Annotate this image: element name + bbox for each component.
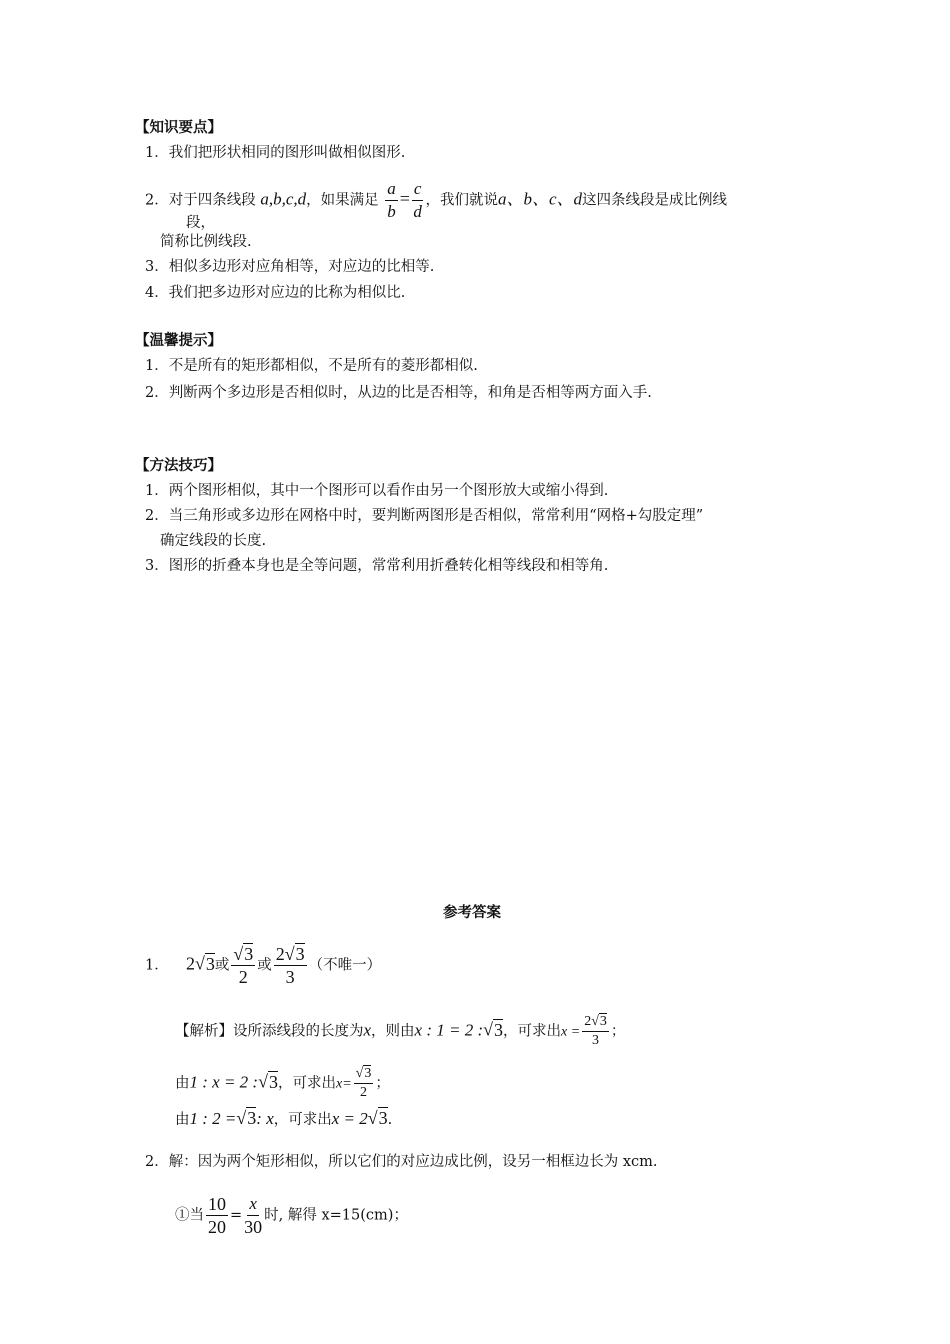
equation: 1 : x = 2 : bbox=[189, 1072, 259, 1092]
fraction: $\frac{√3}{2}$ bbox=[233, 944, 254, 987]
equals: = bbox=[399, 188, 410, 209]
text: ，可求出 bbox=[503, 1023, 562, 1040]
radicand: 3 bbox=[244, 944, 254, 964]
text: ，如果满足 bbox=[306, 192, 379, 209]
coef: 2 bbox=[275, 944, 285, 964]
fraction-c-d bbox=[412, 178, 424, 223]
text: ，我们就说 bbox=[425, 192, 498, 209]
methods-item-3: 3．图形的折叠本身也是全等问题，常常利用折叠转化相等线段和相等角. bbox=[145, 558, 609, 574]
fraction bbox=[206, 1193, 228, 1238]
coef: 2 bbox=[185, 953, 195, 974]
radicand: 3 bbox=[247, 1108, 257, 1128]
knowledge-item-1: 1．我们把形状相同的图形叫做相似图形. bbox=[145, 145, 406, 161]
text: ，可求出 bbox=[277, 1075, 336, 1092]
radicand: 3 bbox=[378, 1108, 388, 1128]
text: 时, 解得 x=15(cm)； bbox=[264, 1207, 408, 1224]
radicand: 3 bbox=[295, 944, 305, 964]
text: ，可求出 bbox=[273, 1112, 332, 1128]
fraction-a-b bbox=[385, 178, 398, 223]
equation: 1 : 2 = bbox=[189, 1109, 237, 1128]
var: x bbox=[363, 1020, 372, 1040]
fraction: $\frac{√3}{2}$ bbox=[355, 1066, 372, 1100]
text: 由 bbox=[175, 1112, 190, 1128]
knowledge-heading: 【知识要点】 bbox=[135, 120, 222, 136]
equation: : x bbox=[256, 1109, 274, 1128]
radicand: 3 bbox=[599, 1014, 607, 1029]
math-vars: a,b,c,d bbox=[260, 189, 307, 209]
denominator: b bbox=[387, 202, 396, 221]
radicand: 3 bbox=[494, 1019, 504, 1040]
knowledge-item-4: 4．我们把多边形对应边的比称为相似比. bbox=[145, 285, 406, 301]
denominator: 3 bbox=[285, 967, 295, 987]
tips-item-2: 2．判断两个多边形是否相似时，从边的比是否相等，和角是否相等两方面入手. bbox=[145, 385, 652, 401]
period: . bbox=[387, 1112, 393, 1128]
semi: ； bbox=[610, 1023, 626, 1040]
text: 2．对于四条线段 bbox=[145, 192, 256, 209]
methods-item-1: 1．两个图形相似，其中一个图形可以看作由另一个图形放大或缩小得到. bbox=[145, 483, 609, 499]
answer-1-step3: 由1 : 2 =√3: x，可求出x = 2√3. bbox=[175, 1108, 393, 1128]
math-list: a、b、c、d bbox=[497, 189, 582, 209]
semi: ； bbox=[375, 1075, 390, 1092]
answer-1-step2: 由1 : x = 2 :√3，可求出x= $\frac{√3}{2}$ ； bbox=[175, 1066, 390, 1100]
two-root-3: 2√3 bbox=[185, 953, 215, 974]
denominator: 3 bbox=[592, 1033, 600, 1048]
tips-heading: 【温馨提示】 bbox=[135, 333, 222, 349]
answer-2: 2．解：因为两个矩形相似，所以它们的对应边成比例，设另一相框边长为 xcm. bbox=[145, 1154, 658, 1170]
or: 或 bbox=[214, 957, 230, 974]
tips-item-1: 1．不是所有的矩形都相似，不是所有的菱形都相似. bbox=[145, 358, 478, 374]
denominator: d bbox=[413, 202, 422, 221]
text: 由 bbox=[175, 1075, 190, 1092]
answers-heading: 参考答案 bbox=[443, 905, 501, 921]
lhs: x = bbox=[561, 1024, 581, 1040]
numerator: 10 bbox=[208, 1194, 226, 1214]
text: 【解析】设所添线段的长度为 bbox=[175, 1023, 364, 1040]
denominator: 2 bbox=[238, 967, 248, 987]
fraction: $\frac{2√3}{3}$ bbox=[584, 1014, 607, 1048]
denominator: 2 bbox=[360, 1085, 367, 1100]
numerator: x bbox=[247, 1193, 259, 1216]
num: 1． bbox=[145, 957, 169, 974]
knowledge-item-3: 3．相似多边形对应角相等，对应边的比相等. bbox=[145, 259, 435, 275]
text: ①当 bbox=[175, 1207, 204, 1224]
text: 这四条线段是成比例线 bbox=[582, 192, 727, 209]
answer-1 bbox=[145, 943, 381, 988]
answer-2-case1 bbox=[175, 1193, 408, 1238]
knowledge-item-2-cont1: 段， bbox=[186, 215, 215, 231]
fraction: $\frac{2√3}{3}$ bbox=[275, 944, 305, 987]
radicand: 3 bbox=[364, 1066, 372, 1081]
answer-1-analysis: 【解析】设所添线段的长度为x，则由x : 1 = 2 :√3，可求出x = $\frac{2√3}{3}$ ； bbox=[175, 1014, 626, 1048]
note: （不唯一） bbox=[308, 957, 382, 974]
equals: = bbox=[230, 1207, 243, 1224]
fraction bbox=[244, 1193, 262, 1238]
knowledge-item-2 bbox=[145, 178, 727, 223]
or: 或 bbox=[257, 957, 272, 974]
text: ，则由 bbox=[371, 1023, 415, 1040]
methods-item-2-cont: 确定线段的长度. bbox=[160, 533, 267, 549]
coef: 2 bbox=[584, 1014, 592, 1029]
equation: x : 1 = 2 : bbox=[414, 1020, 484, 1040]
numerator: a bbox=[385, 178, 398, 201]
denominator: 20 bbox=[208, 1217, 226, 1237]
methods-item-2: 2．当三角形或多边形在网格中时，要判断两图形是否相似，常常利用“网格+勾股定理” bbox=[145, 508, 704, 524]
radicand: 3 bbox=[268, 1071, 278, 1092]
equation: x = 2 bbox=[331, 1109, 368, 1128]
knowledge-item-2-cont2: 简称比例线段. bbox=[160, 234, 252, 250]
methods-heading: 【方法技巧】 bbox=[135, 458, 222, 474]
numerator: c bbox=[412, 178, 424, 201]
radicand: 3 bbox=[205, 953, 215, 974]
lhs: x= bbox=[335, 1076, 352, 1092]
denominator: 30 bbox=[244, 1217, 263, 1237]
